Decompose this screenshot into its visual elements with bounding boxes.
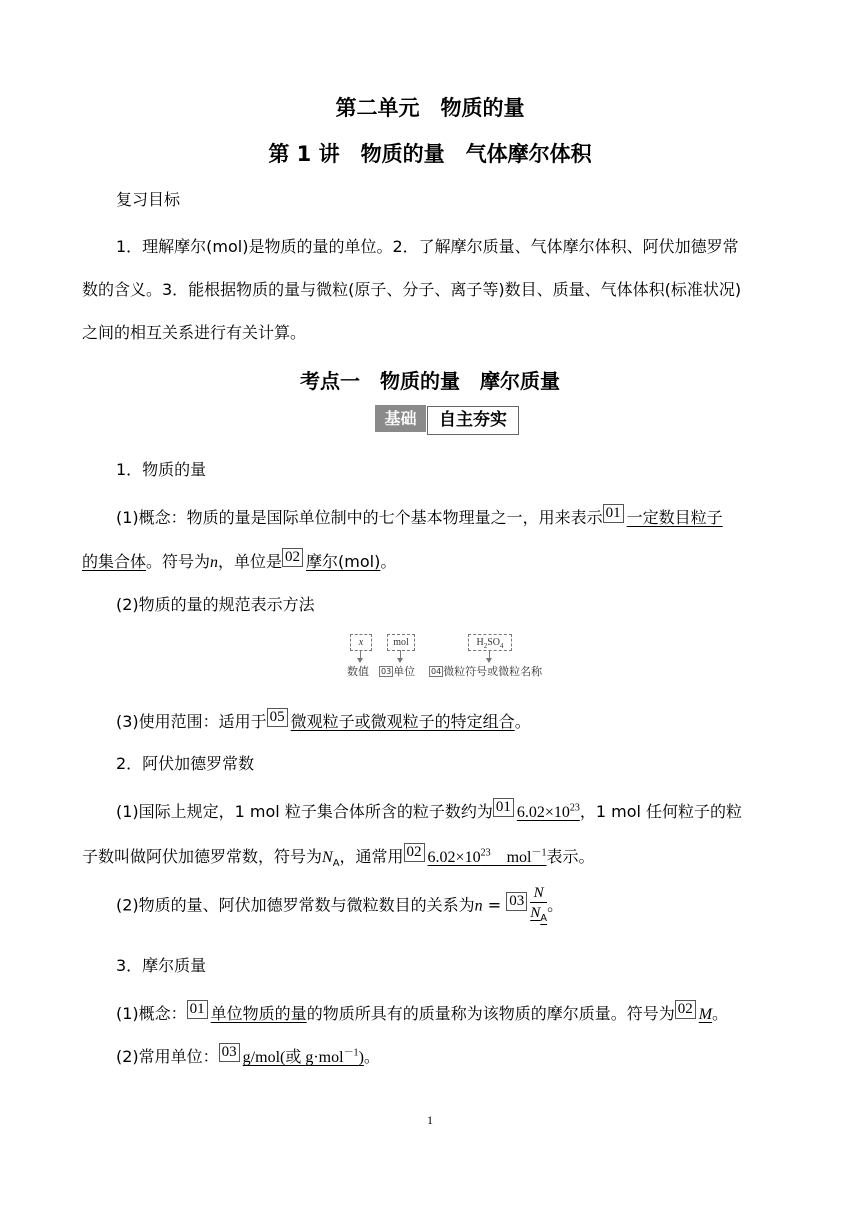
fraction (530, 884, 547, 928)
punctuation: 。 (547, 895, 564, 915)
scope-line (116, 708, 531, 732)
avogadro-text: (1)国际上规定，1 mol 粒子集合体所含的粒子数约为 (116, 802, 493, 821)
answer-box-01: 01 (493, 798, 514, 817)
review-line-2: 数的含义。3．能根据物质的量与微粒(原子、分子、离子等)数目、质量、气体体积(标准状况) (82, 280, 742, 299)
avogadro-text: (2)物质的量、阿伏加德罗常数与微粒数目的关系为 (116, 895, 475, 915)
punctuation: 。 (380, 552, 397, 571)
molar-text: (2)常用单位： (116, 1047, 219, 1066)
diagram-box-03: 03 (381, 667, 392, 676)
unit-title: 第二单元 物质的量 (335, 96, 525, 120)
denominator-symbol: N (530, 905, 541, 921)
section-title: 考点一 物质的量 摩尔质量 (300, 369, 560, 393)
formula-subscript: 4 (500, 642, 504, 650)
molar-text: (1)概念： (116, 1004, 187, 1023)
molar-mass-line-1 (116, 1000, 728, 1024)
formula-part: H (476, 637, 484, 648)
diagram-name-text: 微粒符号或微粒名称 (443, 665, 543, 678)
answer-text (517, 804, 580, 821)
page-number: 1 (427, 1113, 433, 1127)
avogadro-text: 表示。 (546, 847, 595, 866)
answer-box-02: 02 (675, 1000, 696, 1019)
avogadro-line-3 (116, 884, 563, 928)
answer-value: 6.02×10 (516, 804, 570, 821)
exponent: 23 (480, 847, 491, 859)
exponent: －1 (343, 1047, 359, 1059)
heading-molar-mass: 3．摩尔质量 (116, 956, 207, 975)
punctuation: 。 (514, 712, 531, 731)
answer-text: 单位物质的量 (210, 1004, 307, 1023)
answer-text: 摩尔(mol) (306, 552, 381, 571)
diagram-value-box: x (350, 634, 372, 651)
diagram-particle-box (468, 634, 512, 651)
molar-mass-line-2 (116, 1043, 380, 1067)
molar-text: 的物质所具有的质量称为该物质的摩尔质量。符号为 (306, 1004, 675, 1023)
symbol-A: A (332, 858, 340, 870)
symbol-N: N (322, 849, 333, 866)
answer-text: 微观粒子或微观粒子的特定组合 (290, 712, 515, 731)
diagram-label-name (429, 663, 542, 679)
avogadro-text: ，1 mol 任何粒子的粒 (579, 802, 743, 821)
fraction-denominator (530, 903, 547, 928)
answer-box-03: 03 (506, 892, 527, 911)
avogadro-text: 子数叫做阿伏加德罗常数，符号为 (82, 847, 323, 866)
answer-text (243, 1049, 364, 1066)
formula-subscript: 2 (483, 642, 488, 650)
answer-box-02: 02 (404, 843, 425, 862)
answer-box-01: 01 (187, 1000, 208, 1019)
notation-diagram (343, 632, 553, 680)
exponent: 23 (569, 802, 580, 814)
denominator-subscript: A (540, 913, 548, 924)
avogadro-line-2 (82, 843, 595, 869)
symbol-n: n (210, 554, 219, 571)
answer-text: 一定数目粒子 (626, 508, 723, 527)
fraction-numerator: N (530, 884, 547, 903)
answer-unit: mol (490, 849, 532, 866)
formula-part: SO (487, 637, 501, 648)
concept-text: 。符号为 (146, 552, 211, 571)
punctuation: 。 (712, 1004, 729, 1023)
diagram-label-unit (379, 663, 415, 679)
concept-text: ，单位是 (218, 552, 283, 571)
review-line-1: 1．理解摩尔(mol)是物质的量的单位。2．了解摩尔质量、气体摩尔体积、阿伏加德罗常 (116, 237, 739, 256)
diagram-unit-box: mol (387, 634, 415, 651)
heading-amount-of-substance: 1．物质的量 (116, 460, 207, 479)
equals-sign: = (482, 895, 507, 915)
badge-self-study-label: 自主夯实 (427, 406, 519, 435)
answer-text: 的集合体 (82, 552, 147, 571)
answer-box-02: 02 (282, 548, 303, 567)
answer-close: ) (358, 1049, 364, 1066)
concept-text: (1)概念：物质的量是国际单位制中的七个基本物理量之一，用来表示 (116, 508, 603, 527)
diagram-unit-text: 单位 (393, 665, 416, 678)
punctuation: 。 (363, 1047, 380, 1066)
scope-text: (3)使用范围：适用于 (116, 712, 267, 731)
exponent: －1 (531, 847, 547, 859)
heading-avogadro: 2．阿伏加德罗常数 (116, 754, 255, 773)
answer-box-01: 01 (603, 504, 624, 523)
diagram-box-04: 04 (431, 667, 442, 676)
review-line-3: 之间的相互关系进行有关计算。 (82, 323, 307, 342)
lecture-title: 第 1 讲 物质的量 气体摩尔体积 (268, 142, 592, 166)
symbol-M: M (698, 1006, 713, 1023)
badge-basic-label: 基础 (375, 405, 426, 432)
answer-value: 6.02×10 (427, 849, 481, 866)
review-heading: 复习目标 (116, 190, 181, 209)
notation-heading: (2)物质的量的规范表示方法 (116, 595, 315, 614)
avogadro-text: ，通常用 (339, 847, 404, 866)
diagram-label-value: 数值 (347, 665, 369, 678)
concept-line-1 (116, 504, 723, 528)
concept-line-2 (82, 548, 396, 572)
symbol-n: n (474, 897, 483, 915)
answer-box-05: 05 (267, 708, 288, 727)
avogadro-line-1 (116, 798, 742, 822)
answer-box-03: 03 (219, 1043, 240, 1062)
answer-value: g/mol(或 g·mol (242, 1049, 344, 1066)
answer-text (428, 849, 547, 866)
